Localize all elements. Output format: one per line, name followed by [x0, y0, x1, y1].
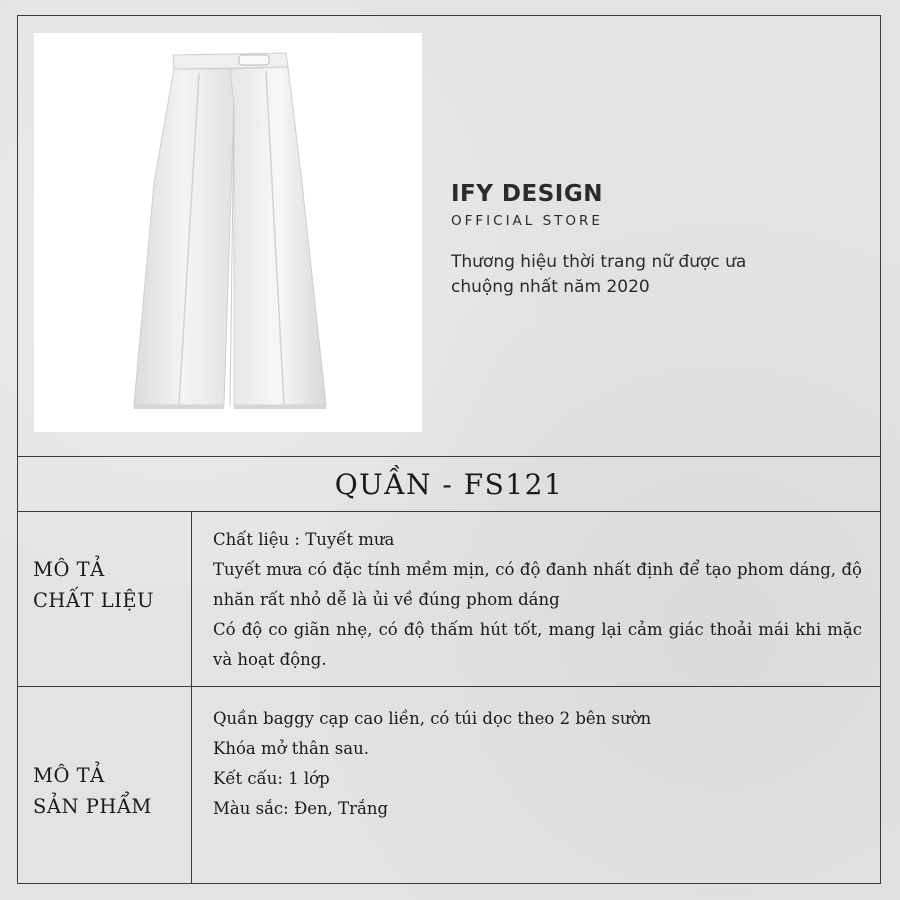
material-line: Chất liệu : Tuyết mưa — [213, 530, 395, 549]
product-line: Khóa mở thân sau. — [213, 739, 369, 758]
section-label-line: SẢN PHẨM — [33, 795, 152, 818]
brand-tagline: Thương hiệu thời trang nữ được ưa chuộng nhất năm 2020 — [451, 252, 747, 297]
brand-block — [451, 180, 851, 300]
product-photo — [34, 33, 422, 432]
section-label-line: CHẤT LIỆU — [33, 589, 155, 612]
section-content-material — [213, 525, 862, 675]
product-line: Kết cấu: 1 lớp — [213, 769, 330, 788]
section-label-product — [33, 760, 152, 822]
material-line: Có độ co giãn nhẹ, có độ thấm hút tốt, mang lại cảm giác thoải mái khi mặc và hoạt động. — [213, 620, 862, 669]
section-label-line: MÔ TẢ — [33, 558, 105, 581]
column-divider — [191, 511, 192, 884]
brand-subtitle: OFFICIAL STORE — [451, 213, 603, 229]
divider-line — [17, 686, 881, 687]
product-title: QUẦN - FS121 — [334, 467, 564, 501]
product-line: Màu sắc: Đen, Trắng — [213, 799, 389, 818]
brand-name: IFY DESIGN — [451, 181, 603, 207]
section-content-product — [213, 704, 862, 824]
section-label-line: MÔ TẢ — [33, 764, 105, 787]
material-line: Tuyết mưa có đặc tính mềm mịn, có độ đanh nhất định để tạo phom dáng, độ nhăn rất nhỏ dễ là ủi về đúng phom dáng — [213, 560, 862, 609]
product-line: Quần baggy cạp cao liền, có túi dọc theo 2 bên sườn — [213, 709, 652, 728]
section-label-material — [33, 554, 154, 616]
trousers-illustration-icon — [34, 33, 422, 432]
